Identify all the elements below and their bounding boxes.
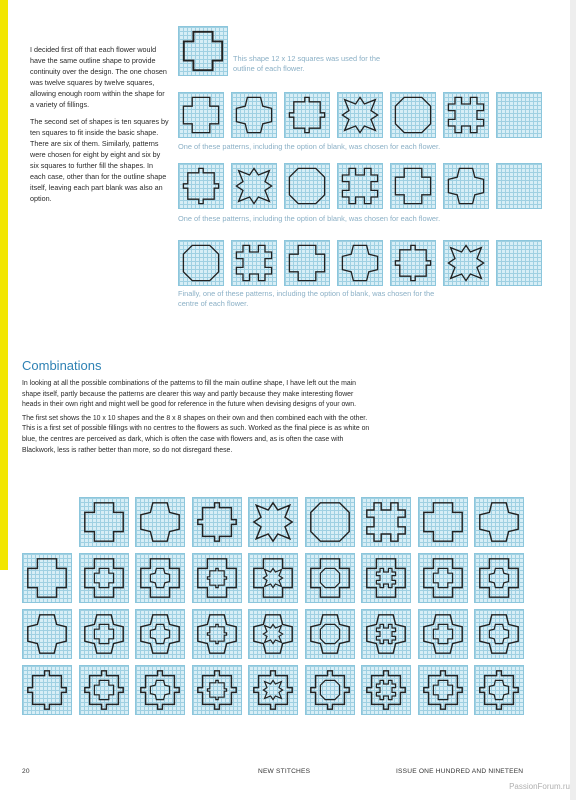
combination-tile: [248, 609, 298, 659]
combination-tile: [248, 665, 298, 715]
combination-tile: [305, 665, 355, 715]
section-body: [22, 379, 372, 459]
blackwork-pattern-icon: [232, 93, 276, 137]
pattern-tile: [337, 163, 383, 209]
combination-tile: [135, 665, 185, 715]
blackwork-pattern-icon: [338, 241, 382, 285]
blackwork-pattern-icon: [475, 554, 523, 602]
blackwork-pattern-icon: [23, 554, 71, 602]
combination-tile: [305, 497, 355, 547]
pattern-tile: [496, 163, 542, 209]
blackwork-pattern-icon: [249, 554, 297, 602]
blackwork-pattern-icon: [249, 498, 297, 546]
combination-tile: [135, 553, 185, 603]
page-number: 20: [22, 768, 30, 775]
issue-label: ISSUE ONE HUNDRED AND NINETEEN: [396, 768, 524, 775]
pattern-tile: [496, 92, 542, 138]
blackwork-pattern-icon: [391, 164, 435, 208]
blackwork-pattern-icon: [80, 498, 128, 546]
blackwork-pattern-icon: [193, 666, 241, 714]
row10-caption: One of these patterns, including the option of blank, was chosen for each flower.: [178, 142, 441, 151]
blackwork-pattern-icon: [362, 610, 410, 658]
row8-caption: One of these patterns, including the option of blank, was chosen for each flower.: [178, 214, 441, 223]
pattern-tile: [337, 240, 383, 286]
combination-tile: [135, 497, 185, 547]
combination-tile: [192, 665, 242, 715]
blackwork-pattern-icon: [285, 241, 329, 285]
combination-tile: [79, 553, 129, 603]
yellow-margin-bar: [0, 0, 8, 570]
blackwork-pattern-icon: [419, 610, 467, 658]
blackwork-pattern-icon: [362, 666, 410, 714]
pattern-tile: [284, 92, 330, 138]
blackwork-pattern-icon: [338, 93, 382, 137]
blackwork-pattern-icon: [249, 610, 297, 658]
combination-tile: [79, 665, 129, 715]
combination-tile: [22, 665, 72, 715]
blackwork-pattern-icon: [306, 498, 354, 546]
intro-paragraph-2: The second set of shapes is ten squares by ten squares to fit inside the basic shape. There are six of them. Similarly, patterns were chosen for eight by eight and six by six squares to further fill the shapes. In each case, other than for the outline shape itself, leaving each part blank was also an option.: [30, 117, 169, 203]
combination-tile: [474, 497, 524, 547]
pattern-tile: [390, 240, 436, 286]
pattern-tile: [284, 240, 330, 286]
combination-tile: [22, 553, 72, 603]
pattern-tile: [178, 163, 224, 209]
intro-text: [30, 44, 170, 210]
blackwork-pattern-icon: [23, 666, 71, 714]
blackwork-pattern-icon: [444, 241, 488, 285]
combination-tile: [418, 665, 468, 715]
pattern-tile: [337, 92, 383, 138]
blackwork-pattern-icon: [306, 610, 354, 658]
pattern-tile: [178, 92, 224, 138]
blackwork-pattern-icon: [179, 93, 223, 137]
combination-tile: [418, 497, 468, 547]
combination-tile: [474, 665, 524, 715]
blackwork-pattern-icon: [285, 93, 329, 137]
blackwork-pattern-icon: [362, 554, 410, 602]
blackwork-pattern-icon: [136, 666, 184, 714]
pattern-tile: [231, 163, 277, 209]
blackwork-pattern-icon: [475, 666, 523, 714]
blackwork-pattern-icon: [475, 610, 523, 658]
combination-tile: [361, 497, 411, 547]
combination-tile: [192, 609, 242, 659]
blackwork-pattern-icon: [23, 610, 71, 658]
blackwork-pattern-icon: [193, 554, 241, 602]
pattern-tile: [284, 163, 330, 209]
combination-tile: [192, 497, 242, 547]
section-paragraph-1: In looking at all the possible combinations of the patterns to fill the main outline shape, I have left out the main shape itself, partly because the patterns are clearer this way and partly because they make interesting flower heads in their own right and might well be good for reference in the future when devising designs of your own.: [22, 380, 357, 409]
section-heading: Combinations: [22, 358, 102, 373]
combination-tile: [361, 665, 411, 715]
page-edge: [570, 0, 576, 800]
pattern-tile: [390, 163, 436, 209]
outline-caption: This shape 12 x 12 squares was used for the outline of each flower.: [233, 54, 381, 73]
blackwork-pattern-icon: [306, 666, 354, 714]
pattern-tile: [231, 240, 277, 286]
blackwork-pattern-icon: [391, 241, 435, 285]
pattern-tile: [443, 240, 489, 286]
outline-flower-icon: [179, 27, 227, 75]
watermark: PassionForum.ru: [509, 782, 570, 791]
blackwork-pattern-icon: [285, 164, 329, 208]
blackwork-pattern-icon: [232, 164, 276, 208]
outline-shape-tile: [178, 26, 228, 76]
pattern-tile: [390, 92, 436, 138]
pattern-tile: [443, 92, 489, 138]
combination-tile: [248, 497, 298, 547]
blackwork-pattern-icon: [444, 164, 488, 208]
blackwork-pattern-icon: [193, 610, 241, 658]
combination-tile: [305, 553, 355, 603]
intro-paragraph-1: I decided first off that each flower would have the same outline shape to provide continuity over the design. The one chosen was twelve squares by twelve squares, allowing enough room within the shape for a variety of fillings.: [30, 45, 167, 109]
row6-caption: Finally, one of these patterns, including the option of blank, was chosen for the centre of each flower.: [178, 289, 435, 308]
pattern-tile: [178, 240, 224, 286]
blackwork-pattern-icon: [419, 666, 467, 714]
combination-tile: [361, 609, 411, 659]
blackwork-pattern-icon: [232, 241, 276, 285]
blackwork-pattern-icon: [419, 498, 467, 546]
combination-tile: [192, 553, 242, 603]
blackwork-pattern-icon: [179, 241, 223, 285]
blackwork-pattern-icon: [80, 554, 128, 602]
pattern-tile: [496, 240, 542, 286]
blackwork-pattern-icon: [338, 164, 382, 208]
section-paragraph-2: The first set shows the 10 x 10 shapes and the 8 x 8 shapes on their own and then combined each with the other. This is a first set of possible fillings with no centres to the flowers as such. Worked as the final piece is as white on blue, the centres are perceived as dark, which is often the case with flowers and, as is often the case with Blackwork, less is rather better than more, so do not disregard these.: [22, 414, 370, 454]
blackwork-pattern-icon: [249, 666, 297, 714]
blackwork-pattern-icon: [179, 164, 223, 208]
combination-tile: [22, 609, 72, 659]
pattern-tile: [443, 163, 489, 209]
combination-tile: [474, 609, 524, 659]
blackwork-pattern-icon: [306, 554, 354, 602]
combination-tile: [248, 553, 298, 603]
blackwork-pattern-icon: [193, 498, 241, 546]
blackwork-pattern-icon: [444, 93, 488, 137]
blackwork-pattern-icon: [475, 498, 523, 546]
blackwork-pattern-icon: [136, 610, 184, 658]
blackwork-pattern-icon: [362, 498, 410, 546]
pattern-tile: [231, 92, 277, 138]
blackwork-pattern-icon: [136, 554, 184, 602]
combination-tile: [79, 609, 129, 659]
combination-tile: [418, 553, 468, 603]
combination-tile: [305, 609, 355, 659]
magazine-name: NEW STITCHES: [258, 768, 311, 775]
blackwork-pattern-icon: [391, 93, 435, 137]
blackwork-pattern-icon: [80, 610, 128, 658]
combination-tile: [474, 553, 524, 603]
blackwork-pattern-icon: [419, 554, 467, 602]
combination-tile: [135, 609, 185, 659]
combination-tile: [418, 609, 468, 659]
blackwork-pattern-icon: [80, 666, 128, 714]
combination-tile: [79, 497, 129, 547]
blackwork-pattern-icon: [136, 498, 184, 546]
combination-tile: [361, 553, 411, 603]
